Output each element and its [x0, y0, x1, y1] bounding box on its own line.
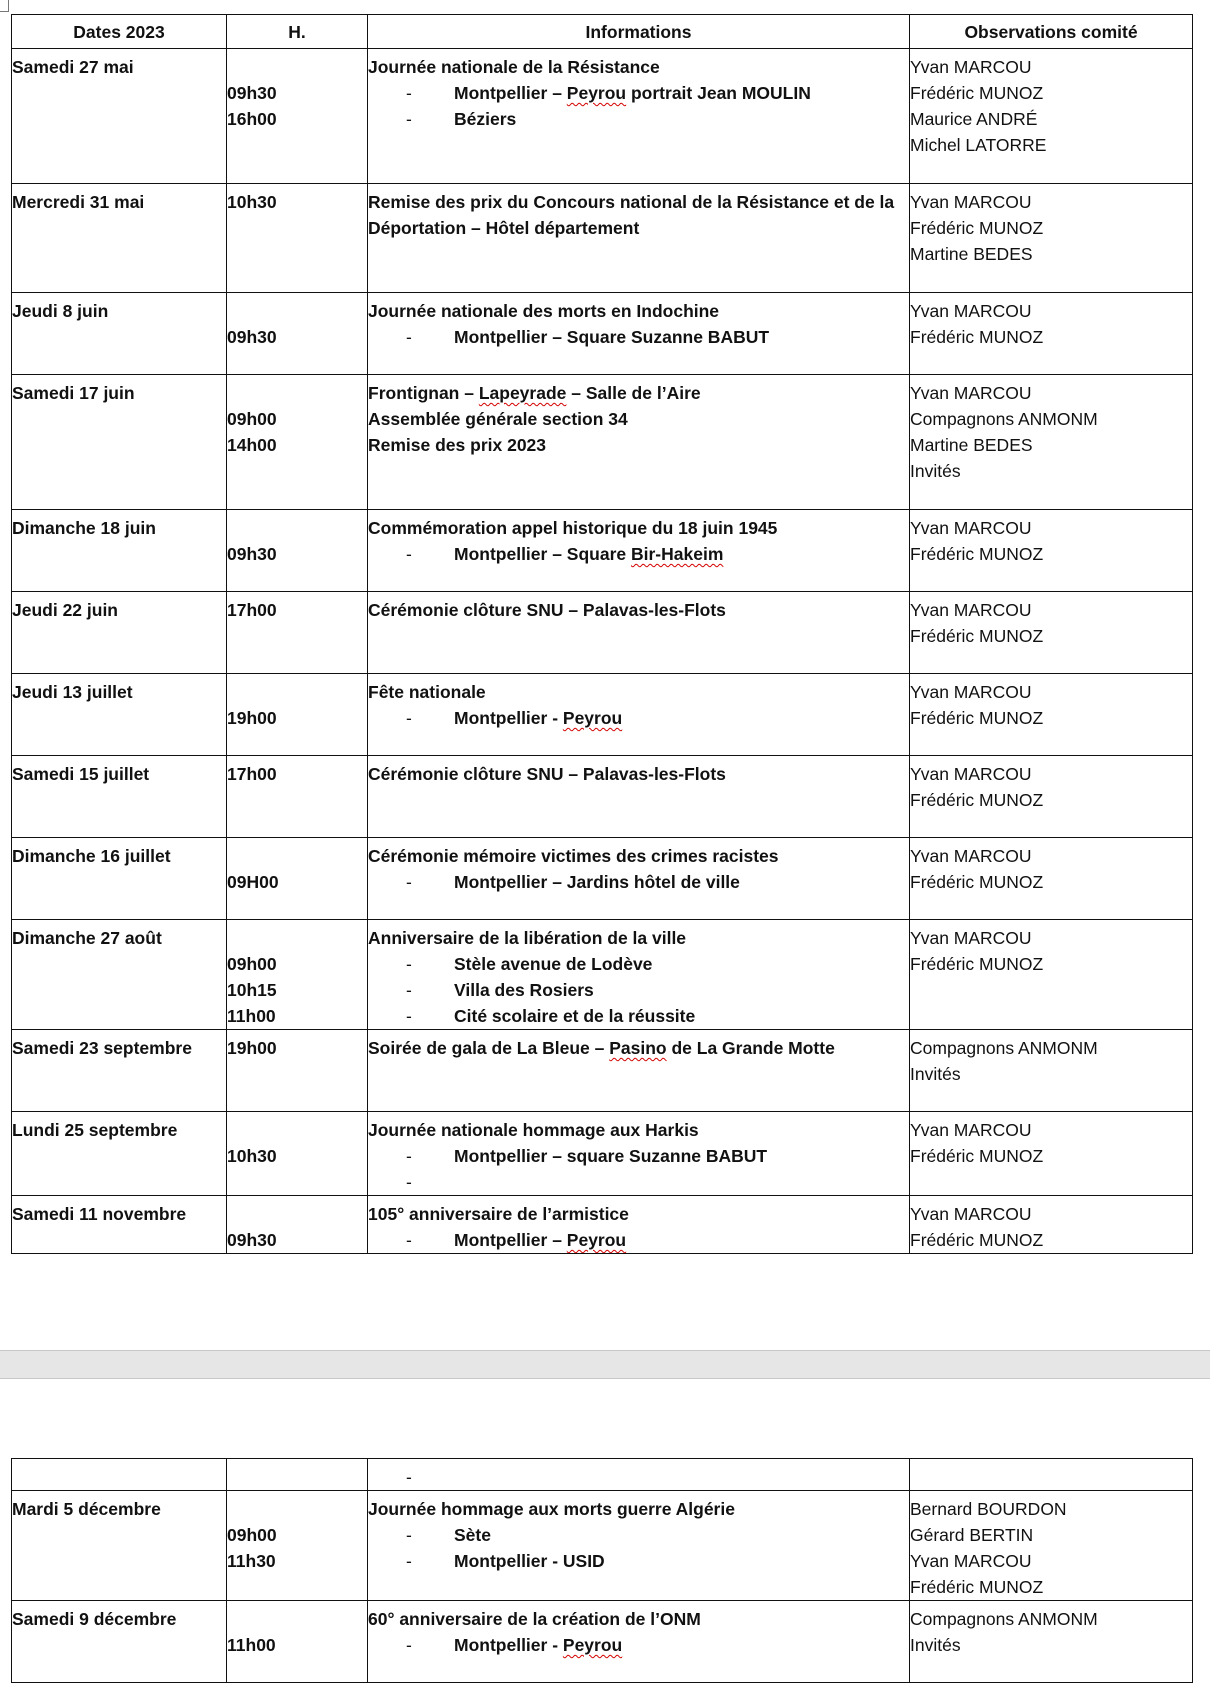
table-row	[12, 1459, 1193, 1491]
schedule-table-page-1	[11, 14, 1193, 1254]
bullet-item	[368, 541, 909, 567]
observations-cell	[910, 375, 1193, 510]
bullet-dash: -	[406, 109, 412, 129]
info-cell	[368, 1491, 910, 1601]
time-value: 11h00	[227, 1006, 276, 1026]
bullet-dash: -	[406, 327, 412, 347]
table-row	[12, 1196, 1193, 1254]
time-cell	[227, 293, 368, 375]
info-line: Cérémonie mémoire victimes des crimes racistes	[368, 846, 779, 866]
observations-cell	[910, 592, 1193, 674]
time-cell	[227, 1030, 368, 1112]
info-line: Commémoration appel historique du 18 juin 1945	[368, 518, 778, 538]
committee-member: Michel LATORRE	[910, 135, 1047, 155]
info-cell	[368, 838, 910, 920]
date-cell: Dimanche 18 juin	[12, 510, 227, 592]
committee-member: Frédéric MUNOZ	[910, 954, 1044, 974]
observations-cell	[910, 920, 1193, 1030]
date-cell: Samedi 17 juin	[12, 375, 227, 510]
committee-member: Yvan MARCOU	[910, 1551, 1032, 1571]
date-cell: Samedi 23 septembre	[12, 1030, 227, 1112]
time-cell	[227, 1112, 368, 1196]
committee-member: Frédéric MUNOZ	[910, 708, 1044, 728]
time-cell	[227, 838, 368, 920]
bullet-item	[368, 977, 909, 1003]
time-cell	[227, 920, 368, 1030]
bullet-text: Montpellier – Square Suzanne BABUT	[454, 327, 770, 347]
table-row	[12, 674, 1193, 756]
committee-member: Yvan MARCOU	[910, 846, 1032, 866]
info-line: Anniversaire de la libération de la ville	[368, 928, 687, 948]
time-value: 09h00	[227, 954, 277, 974]
time-value: 09H00	[227, 872, 279, 892]
time-cell	[227, 674, 368, 756]
time-value: 11h00	[227, 1635, 276, 1655]
committee-member: Yvan MARCOU	[910, 57, 1032, 77]
date-cell: Samedi 15 juillet	[12, 756, 227, 838]
observations-cell	[910, 1459, 1193, 1491]
time-value: 17h00	[227, 764, 277, 784]
time-value	[227, 54, 367, 80]
info-cell	[368, 1196, 910, 1254]
time-value: 09h00	[227, 409, 277, 429]
table-row	[12, 1601, 1193, 1683]
info-cell	[368, 592, 910, 674]
time-value	[227, 380, 367, 406]
info-line: 60° anniversaire de la création de l’ONM	[368, 1609, 701, 1629]
committee-member: Yvan MARCOU	[910, 301, 1032, 321]
committee-member: Gérard BERTIN	[910, 1525, 1034, 1545]
table-row	[12, 1491, 1193, 1601]
bullet-text: Stèle avenue de Lodève	[454, 954, 653, 974]
committee-member: Frédéric MUNOZ	[910, 1230, 1044, 1250]
committee-member: Invités	[910, 461, 961, 481]
table-row	[12, 1112, 1193, 1196]
bullet-dash: -	[406, 1230, 412, 1250]
time-value	[227, 298, 367, 324]
committee-member: Yvan MARCOU	[910, 928, 1032, 948]
committee-member: Frédéric MUNOZ	[910, 83, 1044, 103]
bullet-item	[368, 1522, 909, 1548]
observations-cell	[910, 756, 1193, 838]
observations-cell	[910, 49, 1193, 184]
committee-member: Yvan MARCOU	[910, 764, 1032, 784]
time-cell	[227, 756, 368, 838]
observations-cell	[910, 838, 1193, 920]
time-cell	[227, 592, 368, 674]
table-row	[12, 1030, 1193, 1112]
date-cell: Mardi 5 décembre	[12, 1491, 227, 1601]
date-cell: Jeudi 22 juin	[12, 592, 227, 674]
table-row	[12, 49, 1193, 184]
table-row	[12, 592, 1193, 674]
bullet-text: Montpellier - Peyrou	[454, 1635, 623, 1655]
time-value: 09h30	[227, 1230, 277, 1250]
time-value	[227, 1201, 367, 1227]
info-line: Cérémonie clôture SNU – Palavas-les-Flots	[368, 600, 726, 620]
date-cell: Dimanche 27 août	[12, 920, 227, 1030]
info-line: Remise des prix du Concours national de la Résistance et de la	[368, 192, 895, 212]
observations-cell	[910, 184, 1193, 293]
time-cell	[227, 1601, 368, 1683]
info-cell	[368, 674, 910, 756]
committee-member: Yvan MARCOU	[910, 518, 1032, 538]
committee-member: Frédéric MUNOZ	[910, 1146, 1044, 1166]
bullet-item	[368, 1632, 909, 1658]
bullet-item	[368, 951, 909, 977]
bullet-item	[368, 1548, 909, 1574]
info-cell	[368, 1030, 910, 1112]
date-cell: Mercredi 31 mai	[12, 184, 227, 293]
time-cell	[227, 184, 368, 293]
time-value	[227, 1496, 367, 1522]
committee-member: Martine BEDES	[910, 435, 1033, 455]
committee-member: Yvan MARCOU	[910, 383, 1032, 403]
time-value: 17h00	[227, 600, 277, 620]
bullet-item	[368, 80, 909, 106]
date-cell: Dimanche 16 juillet	[12, 838, 227, 920]
info-line: Remise des prix 2023	[368, 435, 547, 455]
time-value	[227, 925, 367, 951]
bullet-text: Béziers	[454, 109, 517, 129]
committee-member: Compagnons ANMONM	[910, 409, 1098, 429]
bullet-text: Montpellier – square Suzanne BABUT	[454, 1146, 768, 1166]
observations-cell	[910, 1601, 1193, 1683]
table-row	[12, 510, 1193, 592]
info-cell	[368, 49, 910, 184]
info-line: Journée nationale hommage aux Harkis	[368, 1120, 699, 1140]
date-cell: Jeudi 8 juin	[12, 293, 227, 375]
header-dates: Dates 2023	[12, 15, 227, 49]
committee-member: Yvan MARCOU	[910, 600, 1032, 620]
observations-cell	[910, 293, 1193, 375]
bullet-item	[368, 1169, 909, 1195]
committee-member: Invités	[910, 1064, 961, 1084]
time-cell	[227, 49, 368, 184]
committee-member: Invités	[910, 1635, 961, 1655]
bullet-dash: -	[406, 544, 412, 564]
time-value: 10h30	[227, 192, 277, 212]
bullet-dash: -	[406, 83, 412, 103]
bullet-item	[368, 324, 909, 350]
time-value: 14h00	[227, 435, 277, 455]
info-line: Cérémonie clôture SNU – Palavas-les-Flots	[368, 764, 726, 784]
observations-cell	[910, 1491, 1193, 1601]
info-cell	[368, 1112, 910, 1196]
committee-member: Frédéric MUNOZ	[910, 872, 1044, 892]
time-value: 10h15	[227, 980, 277, 1000]
info-line: Journée nationale de la Résistance	[368, 57, 660, 77]
date-cell: Samedi 11 novembre	[12, 1196, 227, 1254]
bullet-dash: -	[406, 708, 412, 728]
time-value	[227, 1606, 367, 1632]
info-cell	[368, 510, 910, 592]
time-value: 16h00	[227, 109, 277, 129]
observations-cell	[910, 674, 1193, 756]
time-value	[227, 515, 367, 541]
committee-member: Yvan MARCOU	[910, 1120, 1032, 1140]
bullet-text: Villa des Rosiers	[454, 980, 594, 1000]
time-value: 09h30	[227, 83, 277, 103]
info-line: Journée hommage aux morts guerre Algérie	[368, 1499, 735, 1519]
bullet-text: Montpellier – Peyrou	[454, 1230, 627, 1250]
time-value: 19h00	[227, 1038, 277, 1058]
bullet-text: Montpellier – Jardins hôtel de ville	[454, 872, 740, 892]
table-row	[12, 293, 1193, 375]
time-value: 11h30	[227, 1551, 276, 1571]
bullet-dash: -	[406, 954, 412, 974]
committee-member: Frédéric MUNOZ	[910, 626, 1044, 646]
bullet-item	[368, 705, 909, 731]
bullet-text: Sète	[454, 1525, 491, 1545]
header-hours: H.	[227, 15, 368, 49]
time-value: 10h30	[227, 1146, 277, 1166]
info-line: Frontignan – Lapeyrade – Salle de l’Aire	[368, 383, 701, 403]
info-cell	[368, 920, 910, 1030]
bullet-dash: -	[406, 980, 412, 1000]
committee-member: Frédéric MUNOZ	[910, 1577, 1044, 1597]
header-informations: Informations	[368, 15, 910, 49]
bullet-item	[368, 106, 909, 132]
bullet-text: Montpellier - USID	[454, 1551, 605, 1571]
bullet-text: Montpellier – Peyrou portrait Jean MOULIN	[454, 83, 811, 103]
info-line: Fête nationale	[368, 682, 486, 702]
bullet-dash: -	[406, 1172, 412, 1192]
time-value: 09h00	[227, 1525, 277, 1545]
time-cell	[227, 375, 368, 510]
committee-member: Frédéric MUNOZ	[910, 327, 1044, 347]
time-cell	[227, 510, 368, 592]
info-cell	[368, 375, 910, 510]
table-row	[12, 184, 1193, 293]
table-row	[12, 756, 1193, 838]
bullet-dash: -	[406, 1146, 412, 1166]
committee-member: Frédéric MUNOZ	[910, 544, 1044, 564]
observations-cell	[910, 1030, 1193, 1112]
committee-member: Compagnons ANMONM	[910, 1609, 1098, 1629]
bullet-item	[368, 1143, 909, 1169]
bullet-item	[368, 1003, 909, 1029]
bullet-dash: -	[406, 1635, 412, 1655]
bullet-dash: -	[406, 1467, 412, 1487]
date-cell	[12, 1459, 227, 1491]
committee-member: Bernard BOURDON	[910, 1499, 1067, 1519]
info-cell	[368, 1459, 910, 1491]
time-value: 19h00	[227, 708, 277, 728]
bullet-item	[368, 1227, 909, 1253]
committee-member: Compagnons ANMONM	[910, 1038, 1098, 1058]
page-break-separator	[0, 1350, 1210, 1379]
table-header-row	[12, 15, 1193, 49]
info-line: Assemblée générale section 34	[368, 409, 628, 429]
bullet-item	[368, 869, 909, 895]
date-cell: Lundi 25 septembre	[12, 1112, 227, 1196]
observations-cell	[910, 1112, 1193, 1196]
bullet-text: Cité scolaire et de la réussite	[454, 1006, 696, 1026]
committee-member: Frédéric MUNOZ	[910, 218, 1044, 238]
time-value	[227, 843, 367, 869]
committee-member: Frédéric MUNOZ	[910, 790, 1044, 810]
table-row	[12, 920, 1193, 1030]
schedule-table-page-2	[11, 1458, 1193, 1683]
date-cell: Jeudi 13 juillet	[12, 674, 227, 756]
date-cell: Samedi 9 décembre	[12, 1601, 227, 1683]
table-row	[12, 838, 1193, 920]
info-line: Soirée de gala de La Bleue – Pasino de La Grande Motte	[368, 1038, 835, 1058]
info-cell	[368, 1601, 910, 1683]
time-cell	[227, 1459, 368, 1491]
info-cell	[368, 184, 910, 293]
time-value: 09h30	[227, 544, 277, 564]
header-observations: Observations comité	[910, 15, 1193, 49]
date-cell: Samedi 27 mai	[12, 49, 227, 184]
bullet-dash: -	[406, 1525, 412, 1545]
committee-member: Yvan MARCOU	[910, 192, 1032, 212]
bullet-text: Montpellier - Peyrou	[454, 708, 623, 728]
time-value	[227, 1464, 367, 1490]
table-row	[12, 375, 1193, 510]
committee-member: Yvan MARCOU	[910, 1204, 1032, 1224]
bullet-text: Montpellier – Square Bir-Hakeim	[454, 544, 724, 564]
bullet-dash: -	[406, 1006, 412, 1026]
info-cell	[368, 293, 910, 375]
info-line: 105° anniversaire de l’armistice	[368, 1204, 629, 1224]
bullet-dash: -	[406, 1551, 412, 1571]
info-cell	[368, 756, 910, 838]
observations-cell	[910, 510, 1193, 592]
committee-member: Maurice ANDRÉ	[910, 109, 1038, 129]
time-cell	[227, 1196, 368, 1254]
info-line: Déportation – Hôtel département	[368, 218, 640, 238]
time-value	[227, 1117, 367, 1143]
time-cell	[227, 1491, 368, 1601]
committee-member: Martine BEDES	[910, 244, 1033, 264]
bullet-dash: -	[406, 872, 412, 892]
corner-mark	[0, 0, 9, 12]
bullet-item	[368, 1464, 909, 1490]
info-line: Journée nationale des morts en Indochine	[368, 301, 720, 321]
time-value	[227, 679, 367, 705]
committee-member: Yvan MARCOU	[910, 682, 1032, 702]
time-value: 09h30	[227, 327, 277, 347]
observations-cell	[910, 1196, 1193, 1254]
